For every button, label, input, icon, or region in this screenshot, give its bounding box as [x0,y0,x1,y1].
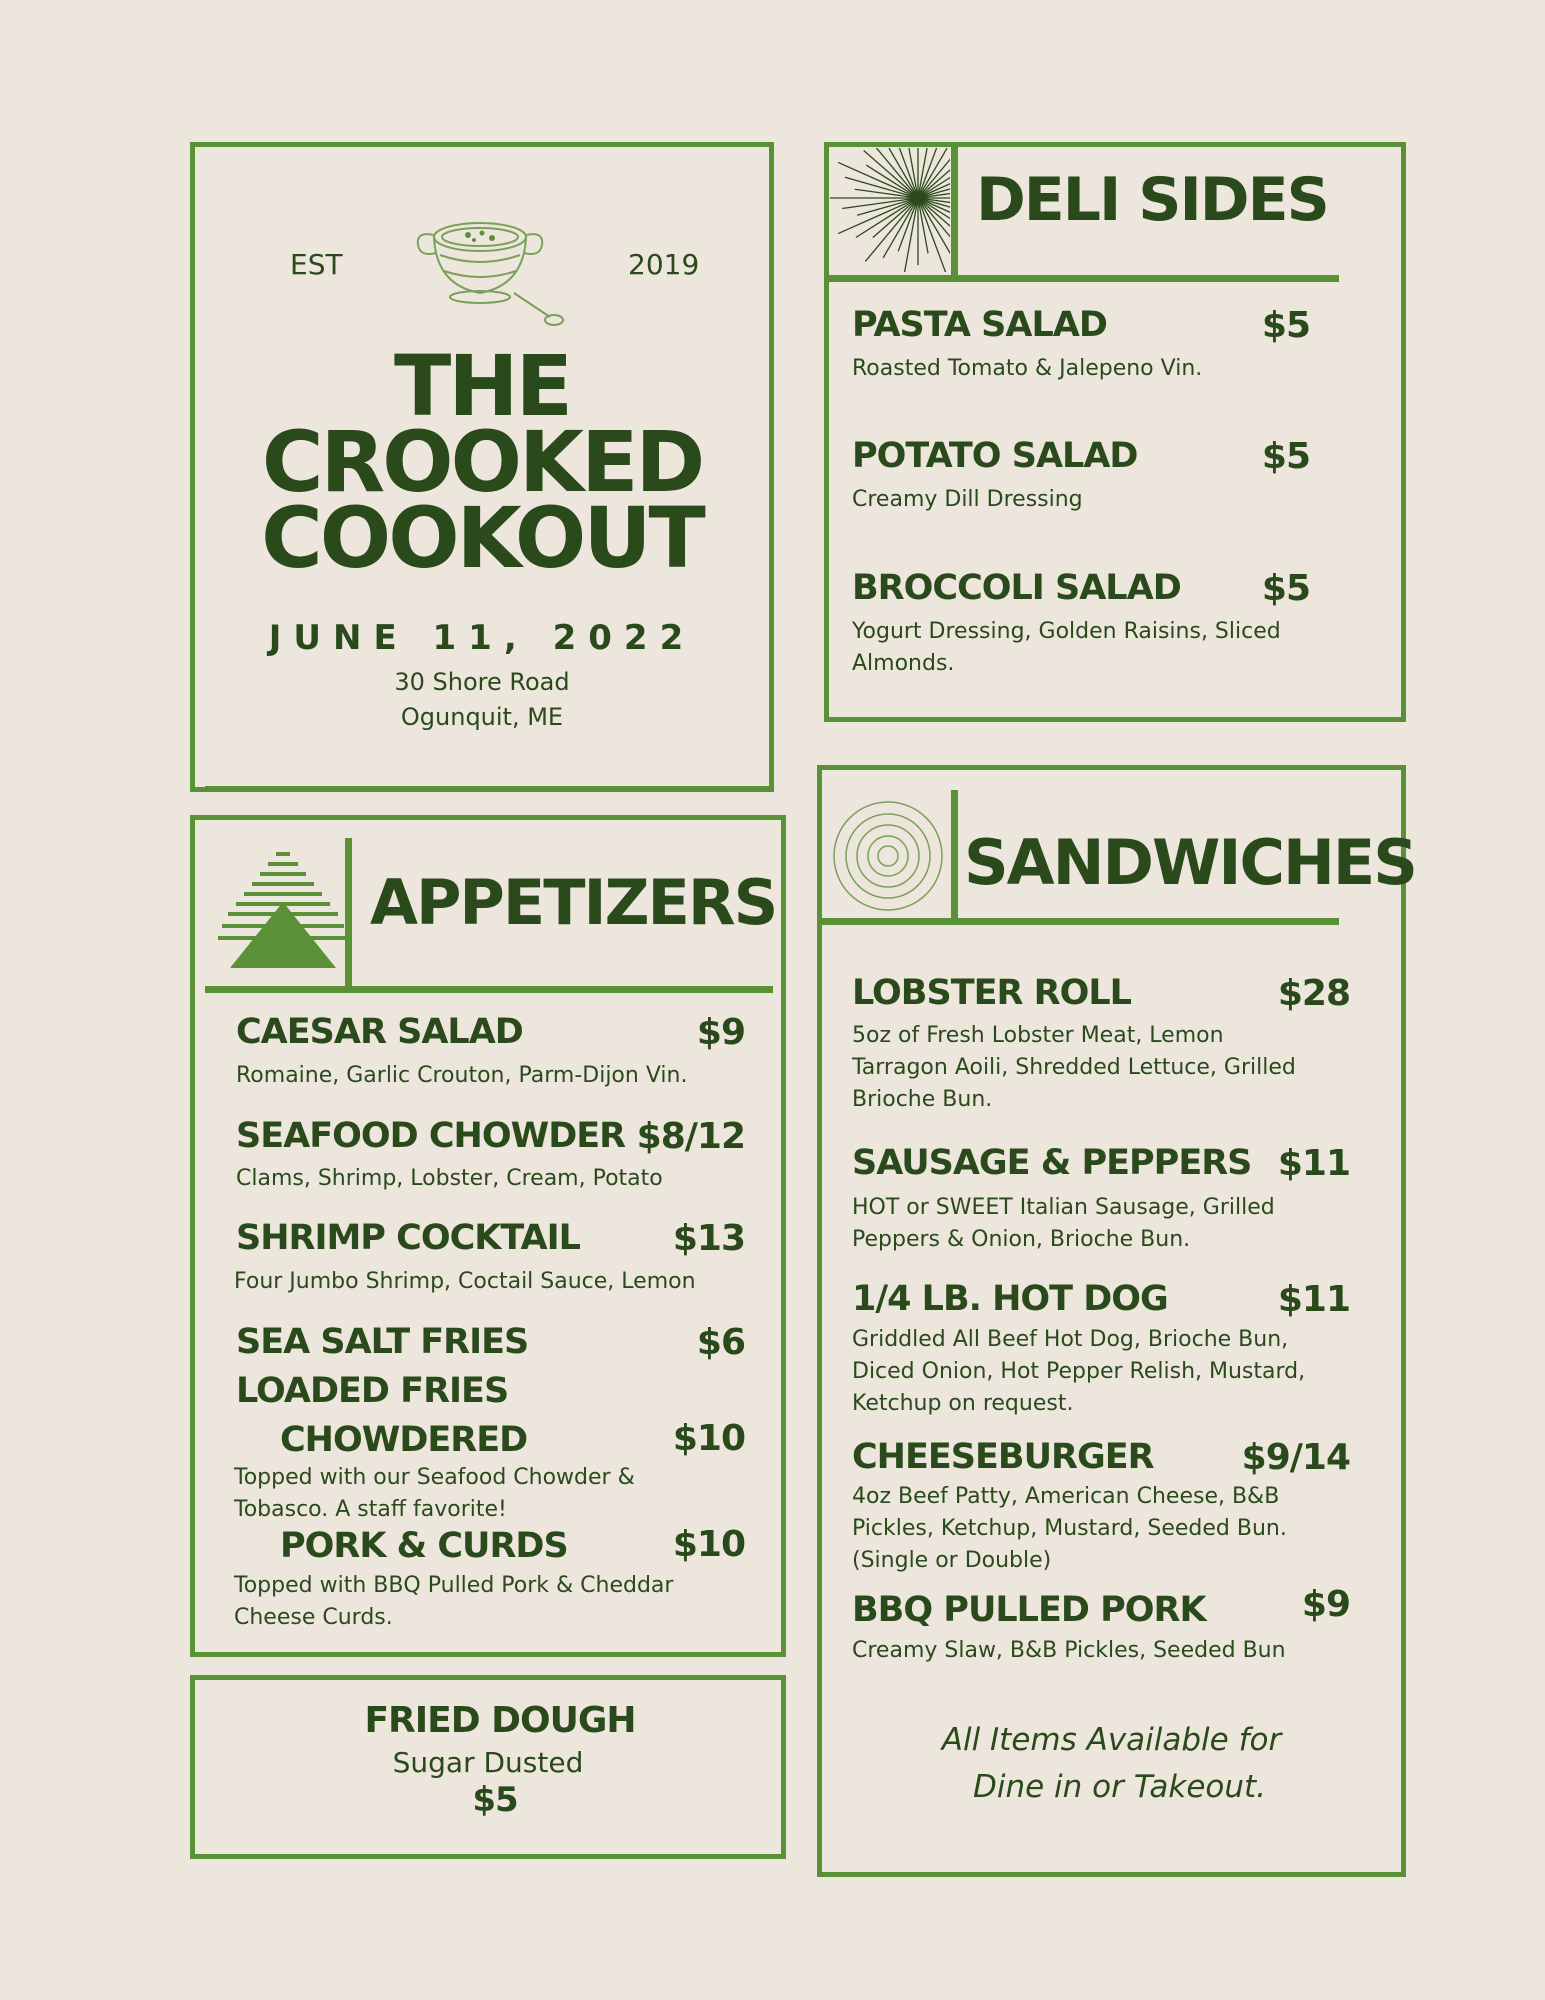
menu-item-description: Four Jumbo Shrimp, Coctail Sauce, Lemon [234,1269,696,1294]
menu-item-description: Roasted Tomato & Jalepeno Vin. [852,356,1203,381]
menu-item-price: $28 [1277,973,1350,1014]
menu-item-name: CHOWDERED [280,1420,528,1460]
fried-dough-description: Sugar Dusted [392,1746,584,1779]
header-bottom-rule [205,786,773,792]
sandwiches-header-rule [822,918,1339,925]
sandwiches-header-divider [951,790,958,920]
menu-item-name: CAESAR SALAD [236,1012,523,1052]
address-line1: 30 Shore Road [394,668,570,696]
menu-item-name: SEA SALT FRIES [236,1322,529,1362]
appetizers-title: APPETIZERS [370,866,777,939]
menu-item-price: $5 [1261,436,1310,477]
menu-item-description: Romaine, Garlic Crouton, Parm-Dijon Vin. [236,1063,688,1088]
menu-item-description: Creamy Slaw, B&B Pickles, Seeded Bun [852,1638,1286,1663]
menu-item-name: SAUSAGE & PEPPERS [852,1143,1252,1183]
menu-item-price: $9 [1301,1584,1350,1625]
menu-item-price: $10 [672,1524,745,1565]
menu-item-name: CHEESEBURGER [852,1437,1154,1477]
menu-item-name: BBQ PULLED PORK [852,1590,1206,1630]
restaurant-title-line3: COOKOUT [261,489,703,587]
menu-item-name: PASTA SALAD [852,305,1107,345]
menu-item-name: LOADED FRIES [236,1371,509,1411]
menu-item-name: PORK & CURDS [280,1526,568,1566]
menu-item-description: Topped with our Seafood Chowder & Tobasco. A staff favorite! [234,1465,635,1522]
sandwiches-panel [817,765,1406,1877]
menu-item-price: $9/14 [1241,1437,1350,1478]
menu-item-description: Yogurt Dressing, Golden Raisins, Sliced Almonds. [852,619,1281,676]
appetizers-header-rule [205,986,773,993]
deli-sides-title: DELI SIDES [976,165,1328,235]
soup-bowl-icon [410,205,570,330]
menu-item-name: BROCCOLI SALAD [852,568,1181,608]
fried-dough-price: $5 [472,1780,518,1820]
concentric-circles-icon [832,800,944,912]
restaurant-title-line1: THE [394,337,570,435]
menu-item-description: 5oz of Fresh Lobster Meat, Lemon Tarragon Aoili, Shredded Lettuce, Grilled Brioche Bun. [852,1023,1296,1112]
fried-dough-name: FRIED DOUGH [364,1700,636,1741]
deli-sides-header-divider [951,142,958,280]
est-year: 2019 [628,248,700,281]
menu-item-name: POTATO SALAD [852,436,1138,476]
menu-item-name: LOBSTER ROLL [852,973,1131,1013]
menu-item-description: HOT or SWEET Italian Sausage, Grilled Peppers & Onion, Brioche Bun. [852,1195,1275,1252]
availability-note-line2: Dine in or Takeout. [972,1769,1267,1805]
sandwiches-title: SANDWICHES [964,826,1416,899]
menu-item-name: SEAFOOD CHOWDER [236,1116,626,1156]
menu-item-price: $5 [1261,305,1310,346]
event-date: JUNE 11, 2022 [268,618,696,658]
menu-item-name: SHRIMP COCKTAIL [236,1218,580,1258]
striped-triangle-icon [218,848,348,970]
menu-item-price: $10 [672,1418,745,1459]
menu-item-price: $11 [1277,1143,1350,1184]
deli-sides-header-rule [824,275,1339,282]
menu-item-price: $13 [672,1218,745,1259]
menu-item-name: 1/4 LB. HOT DOG [852,1279,1168,1319]
starburst-icon [830,148,950,272]
restaurant-title-line2: CROOKED [261,413,703,511]
est-label: EST [290,248,343,281]
menu-item-description: Topped with BBQ Pulled Pork & Cheddar Cheese Curds. [234,1573,674,1630]
menu-item-description: Clams, Shrimp, Lobster, Cream, Potato [236,1166,663,1191]
menu-item-price: $11 [1277,1279,1350,1320]
menu-item-description: Creamy Dill Dressing [852,487,1083,512]
menu-item-price: $5 [1261,568,1310,609]
availability-note-line1: All Items Available for [941,1722,1282,1758]
menu-item-price: $8/12 [636,1116,745,1157]
menu-item-price: $9 [696,1012,745,1053]
address-line2: Ogunquit, ME [400,703,564,731]
menu-item-description: Griddled All Beef Hot Dog, Brioche Bun, Diced Onion, Hot Pepper Relish, Mustard, Ketchup on request. [852,1327,1306,1416]
menu-item-price: $6 [696,1322,745,1363]
menu-item-description: 4oz Beef Patty, American Cheese, B&B Pickles, Ketchup, Mustard, Seeded Bun. (Single or Double) [852,1484,1287,1573]
